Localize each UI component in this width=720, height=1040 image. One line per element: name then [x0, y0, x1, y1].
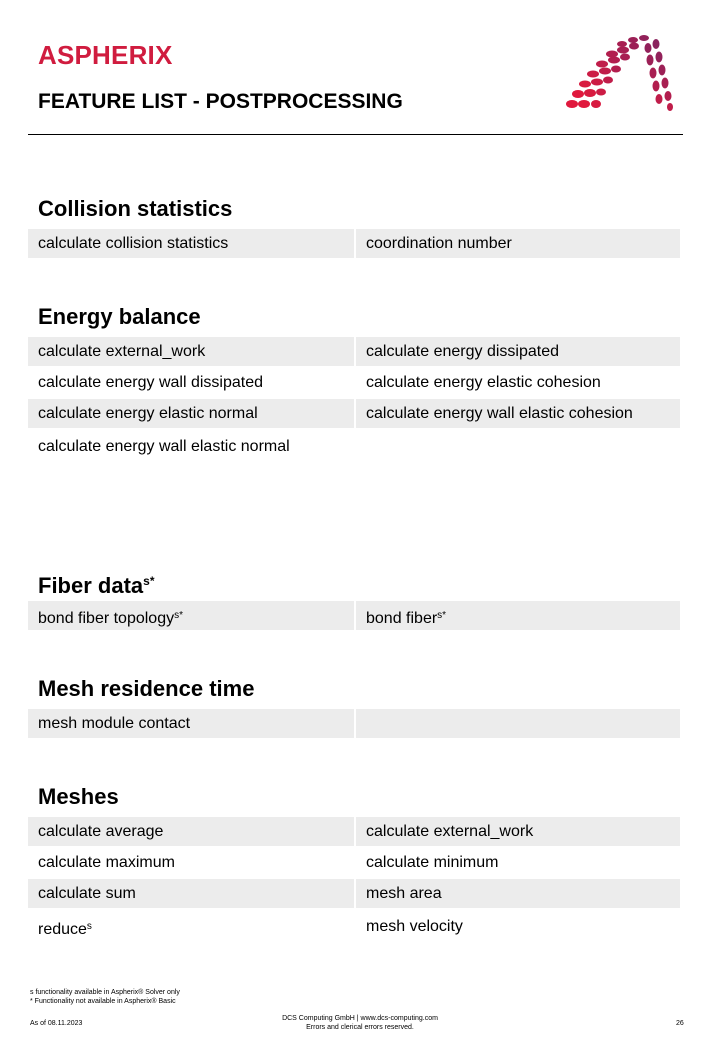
page-number: 26 [676, 1020, 684, 1027]
table-row [28, 848, 680, 879]
table-row [28, 229, 680, 260]
feature-cell: calculate average [28, 817, 354, 846]
feature-cell: calculate maximum [38, 854, 175, 871]
feature-label: bond fiber [366, 610, 438, 627]
feature-cell: calculate energy wall elastic cohesion [356, 399, 680, 428]
footnotes [30, 988, 180, 1006]
page-title: FEATURE LIST - POSTPROCESSING [38, 90, 403, 113]
table-row [28, 879, 680, 910]
feature-cell: calculate energy elastic cohesion [366, 374, 601, 391]
logo-left-stroke [566, 35, 649, 108]
feature-cell [356, 709, 680, 738]
feature-cell: coordination number [356, 229, 680, 258]
feature-cell: calculate sum [28, 879, 354, 908]
feature-cell: calculate minimum [366, 854, 499, 871]
section-title: Collision statistics [38, 196, 233, 221]
section-mesh-residence-time [28, 673, 680, 740]
feature-cell: calculate external_work [28, 337, 354, 366]
disclaimer: Errors and clerical errors reserved. [306, 1024, 414, 1031]
feature-label: reduce [38, 921, 87, 938]
feature-cell: calculate energy wall dissipated [38, 374, 264, 391]
aspherix-logo-icon [560, 30, 680, 116]
feature-cell [356, 601, 680, 630]
section-meshes [28, 781, 680, 943]
section-title: Meshes [38, 784, 119, 809]
feature-cell [28, 910, 354, 943]
table-row [28, 817, 680, 848]
footnote-not-in-basic: * Functionality not available in Aspherix® Basic [30, 998, 176, 1005]
company-info: DCS Computing GmbH | www.dcs-computing.com [282, 1015, 438, 1022]
table-row [28, 337, 680, 368]
feature-cell: calculate external_work [356, 817, 680, 846]
footnote-marker: s [86, 921, 92, 932]
feature-cell: calculate collision statistics [28, 229, 354, 258]
section-energy-balance [28, 301, 680, 463]
table-row [28, 368, 680, 399]
section-collision-statistics [28, 193, 680, 260]
document-date: As of 08.11.2023 [30, 1020, 83, 1027]
table-row [28, 399, 680, 430]
section-title: Energy balance [38, 304, 201, 329]
section-title: Mesh residence time [38, 676, 255, 701]
feature-cell [356, 430, 680, 459]
feature-cell: mesh area [356, 879, 680, 908]
section-fiber-data [28, 565, 680, 632]
table-row [28, 430, 680, 463]
feature-cell [28, 601, 354, 630]
logo-right-stroke [645, 39, 674, 111]
table-row [28, 709, 680, 740]
footnote-marker: s* [143, 574, 155, 588]
table-row [28, 601, 680, 632]
feature-label: bond fiber topology [38, 610, 175, 627]
feature-cell: calculate energy dissipated [356, 337, 680, 366]
header-divider [28, 134, 683, 135]
footer-company [260, 1014, 460, 1032]
section-title [28, 565, 680, 597]
feature-cell: mesh module contact [28, 709, 354, 738]
footnote-marker: s* [437, 610, 447, 621]
feature-cell: calculate energy elastic normal [28, 399, 354, 428]
feature-cell: mesh velocity [366, 918, 463, 935]
table-row [28, 910, 680, 943]
brand-logotype: ASPHERIX [38, 40, 173, 70]
footnote-marker: s* [174, 610, 184, 621]
section-title-text: Fiber data [38, 573, 144, 598]
footnote-solver-only: s functionality available in Aspherix® Solver only [30, 989, 180, 996]
feature-cell: calculate energy wall elastic normal [38, 438, 290, 455]
